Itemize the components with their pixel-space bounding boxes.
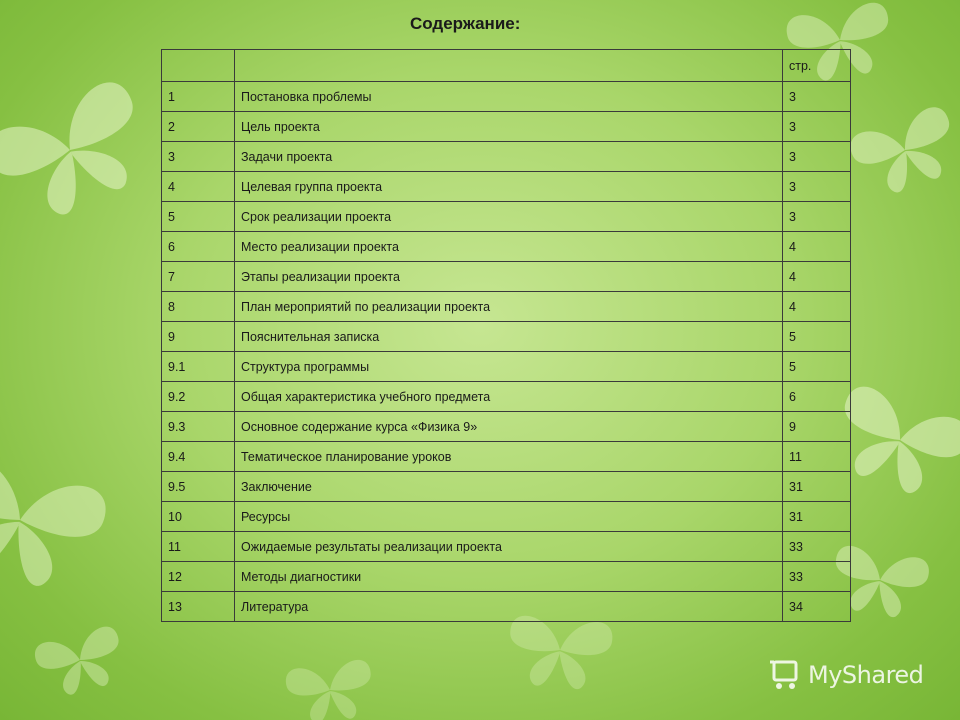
row-topic-cell: Методы диагностики <box>235 562 783 592</box>
table-row <box>162 292 851 322</box>
row-num-cell: 2 <box>162 112 235 142</box>
row-topic-cell: Срок реализации проекта <box>235 202 783 232</box>
row-num-cell: 9 <box>162 322 235 352</box>
row-topic-cell: Пояснительная записка <box>235 322 783 352</box>
row-topic-cell: Цель проекта <box>235 112 783 142</box>
row-num-cell: 12 <box>162 562 235 592</box>
row-num-cell: 7 <box>162 262 235 292</box>
row-topic-cell: Заключение <box>235 472 783 502</box>
row-topic-cell: Основное содержание курса «Физика 9» <box>235 412 783 442</box>
row-num-cell: 1 <box>162 82 235 112</box>
row-topic-cell: Тематическое планирование уроков <box>235 442 783 472</box>
row-topic-cell: Ожидаемые результаты реализации проекта <box>235 532 783 562</box>
table-row <box>162 202 851 232</box>
row-page-cell: 4 <box>783 262 851 292</box>
table-row <box>162 592 851 622</box>
row-num-cell: 4 <box>162 172 235 202</box>
row-topic-cell: Этапы реализации проекта <box>235 262 783 292</box>
table-row <box>162 532 851 562</box>
row-page-cell: 5 <box>783 352 851 382</box>
contents-table <box>161 49 851 622</box>
row-page-cell: 4 <box>783 292 851 322</box>
row-page-cell: 33 <box>783 562 851 592</box>
row-num-cell: 9.5 <box>162 472 235 502</box>
row-num-cell: 9.4 <box>162 442 235 472</box>
row-page-cell: 5 <box>783 322 851 352</box>
row-page-cell: 3 <box>783 112 851 142</box>
row-page-cell: 33 <box>783 532 851 562</box>
cart-icon <box>768 658 802 692</box>
row-page-cell: 34 <box>783 592 851 622</box>
table-row <box>162 172 851 202</box>
row-page-cell: 9 <box>783 412 851 442</box>
row-topic-cell: План мероприятий по реализации проекта <box>235 292 783 322</box>
row-topic-cell: Задачи проекта <box>235 142 783 172</box>
table-row <box>162 412 851 442</box>
table-row <box>162 262 851 292</box>
row-num-cell: 6 <box>162 232 235 262</box>
row-topic-cell: Ресурсы <box>235 502 783 532</box>
watermark-text: MyShared <box>808 661 924 689</box>
table-row <box>162 322 851 352</box>
row-topic-cell: Место реализации проекта <box>235 232 783 262</box>
row-topic-cell: Общая характеристика учебного предмета <box>235 382 783 412</box>
row-num-cell: 10 <box>162 502 235 532</box>
table-row <box>162 562 851 592</box>
row-num-cell: 9.2 <box>162 382 235 412</box>
table-row <box>162 502 851 532</box>
table-row <box>162 382 851 412</box>
row-num-cell: 9.3 <box>162 412 235 442</box>
row-topic-cell: Постановка проблемы <box>235 82 783 112</box>
row-num-cell: 13 <box>162 592 235 622</box>
table-header-row <box>162 50 851 82</box>
row-topic-cell: Структура программы <box>235 352 783 382</box>
row-page-cell: 6 <box>783 382 851 412</box>
myshared-watermark <box>768 657 923 693</box>
row-page-cell: 3 <box>783 142 851 172</box>
table-row <box>162 82 851 112</box>
row-num-cell: 5 <box>162 202 235 232</box>
row-page-cell: 31 <box>783 472 851 502</box>
row-page-cell: 31 <box>783 502 851 532</box>
header-topic-cell <box>235 50 783 82</box>
row-page-cell: 3 <box>783 172 851 202</box>
row-topic-cell: Целевая группа проекта <box>235 172 783 202</box>
header-page-cell: стр. <box>783 50 851 82</box>
table-row <box>162 352 851 382</box>
page-title: Содержание: <box>410 14 521 33</box>
row-page-cell: 3 <box>783 202 851 232</box>
row-num-cell: 9.1 <box>162 352 235 382</box>
header-num-cell <box>162 50 235 82</box>
row-topic-cell: Литература <box>235 592 783 622</box>
row-num-cell: 11 <box>162 532 235 562</box>
row-page-cell: 4 <box>783 232 851 262</box>
table-row <box>162 232 851 262</box>
table-row <box>162 472 851 502</box>
row-page-cell: 11 <box>783 442 851 472</box>
row-num-cell: 3 <box>162 142 235 172</box>
row-num-cell: 8 <box>162 292 235 322</box>
table-row <box>162 112 851 142</box>
table-row <box>162 142 851 172</box>
row-page-cell: 3 <box>783 82 851 112</box>
table-row <box>162 442 851 472</box>
